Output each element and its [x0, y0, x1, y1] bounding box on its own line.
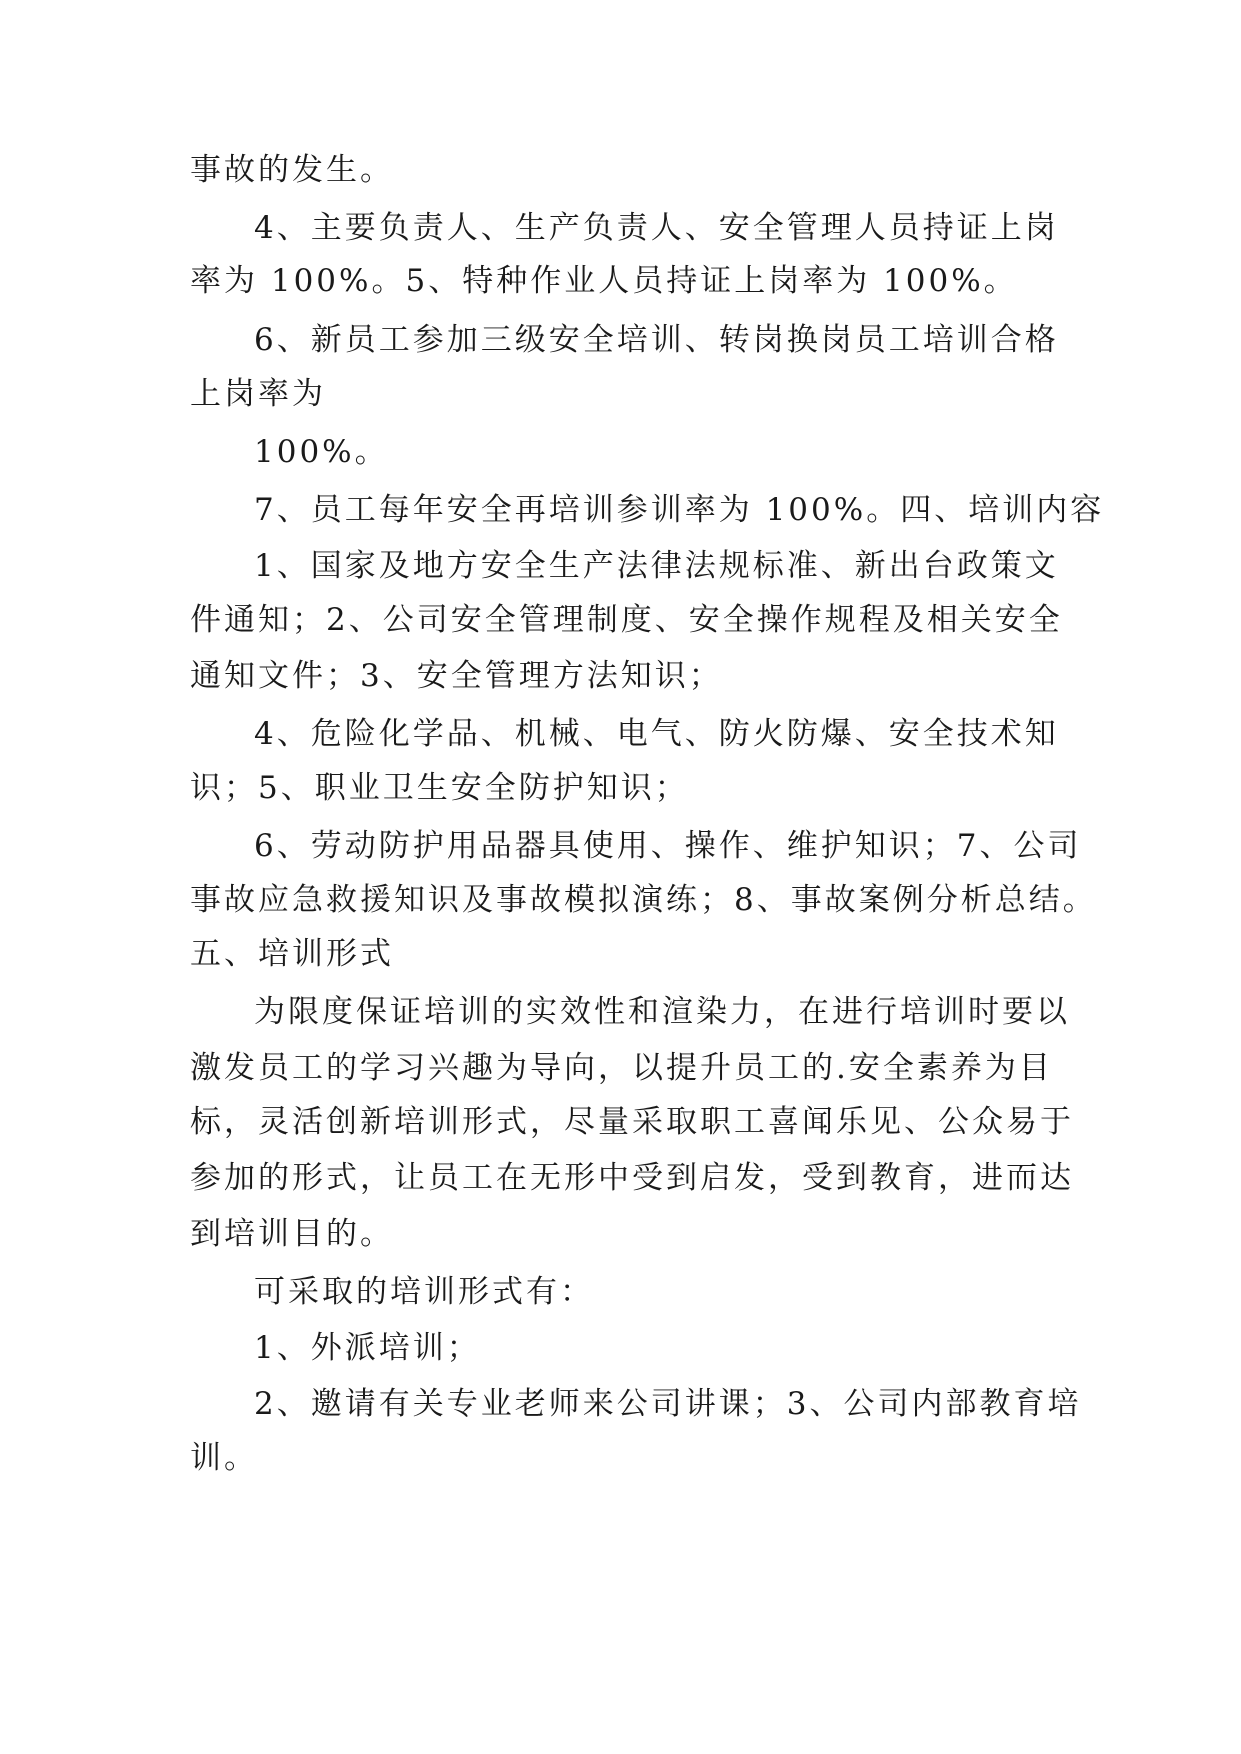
text-line: 通知文件；3、安全管理方法知识；: [190, 658, 723, 694]
text-line: 1、国家及地方安全生产法律法规标准、新出台政策文: [254, 548, 1059, 584]
text-line: 100%。: [254, 434, 389, 470]
text-line: 6、劳动防护用品器具使用、操作、维护知识；7、公司: [254, 828, 1082, 864]
text-line: 事故的发生。: [190, 152, 394, 188]
text-line: 事故应急救援知识及事故模拟演练；8、事故案例分析总结。: [190, 882, 1097, 918]
section-heading: 五、培训形式: [190, 936, 394, 972]
text-line: 件通知；2、公司安全管理制度、安全操作规程及相关安全: [190, 602, 1063, 638]
text-line: 4、主要负责人、生产负责人、安全管理人员持证上岗: [254, 210, 1059, 246]
text-line: 可采取的培训形式有：: [254, 1274, 594, 1310]
text-line: 上岗率为: [190, 376, 326, 412]
text-line: 7、员工每年安全再培训参训率为 100%。四、培训内容: [254, 492, 1105, 528]
text-line: 激发员工的学习兴趣为导向，以提升员工的.安全素养为目: [190, 1050, 1053, 1086]
text-line: 参加的形式，让员工在无形中受到启发，受到教育，进而达: [190, 1160, 1074, 1196]
text-line: 到培训目的。: [190, 1216, 394, 1252]
text-line: 率为 100%。5、特种作业人员持证上岗率为 100%。: [190, 263, 1018, 299]
text-line: 6、新员工参加三级安全培训、转岗换岗员工培训合格: [254, 322, 1059, 358]
text-line: 训。: [190, 1440, 258, 1476]
text-line: 为限度保证培训的实效性和渲染力，在进行培训时要以: [254, 994, 1070, 1030]
text-line: 1、外派培训；: [254, 1330, 481, 1366]
text-line: 识；5、职业卫生安全防护知识；: [190, 770, 689, 806]
text-line: 2、邀请有关专业老师来公司讲课；3、公司内部教育培: [254, 1386, 1082, 1422]
text-line: 4、危险化学品、机械、电气、防火防爆、安全技术知: [254, 716, 1059, 752]
text-line: 标，灵活创新培训形式，尽量采取职工喜闻乐见、公众易于: [190, 1104, 1074, 1140]
